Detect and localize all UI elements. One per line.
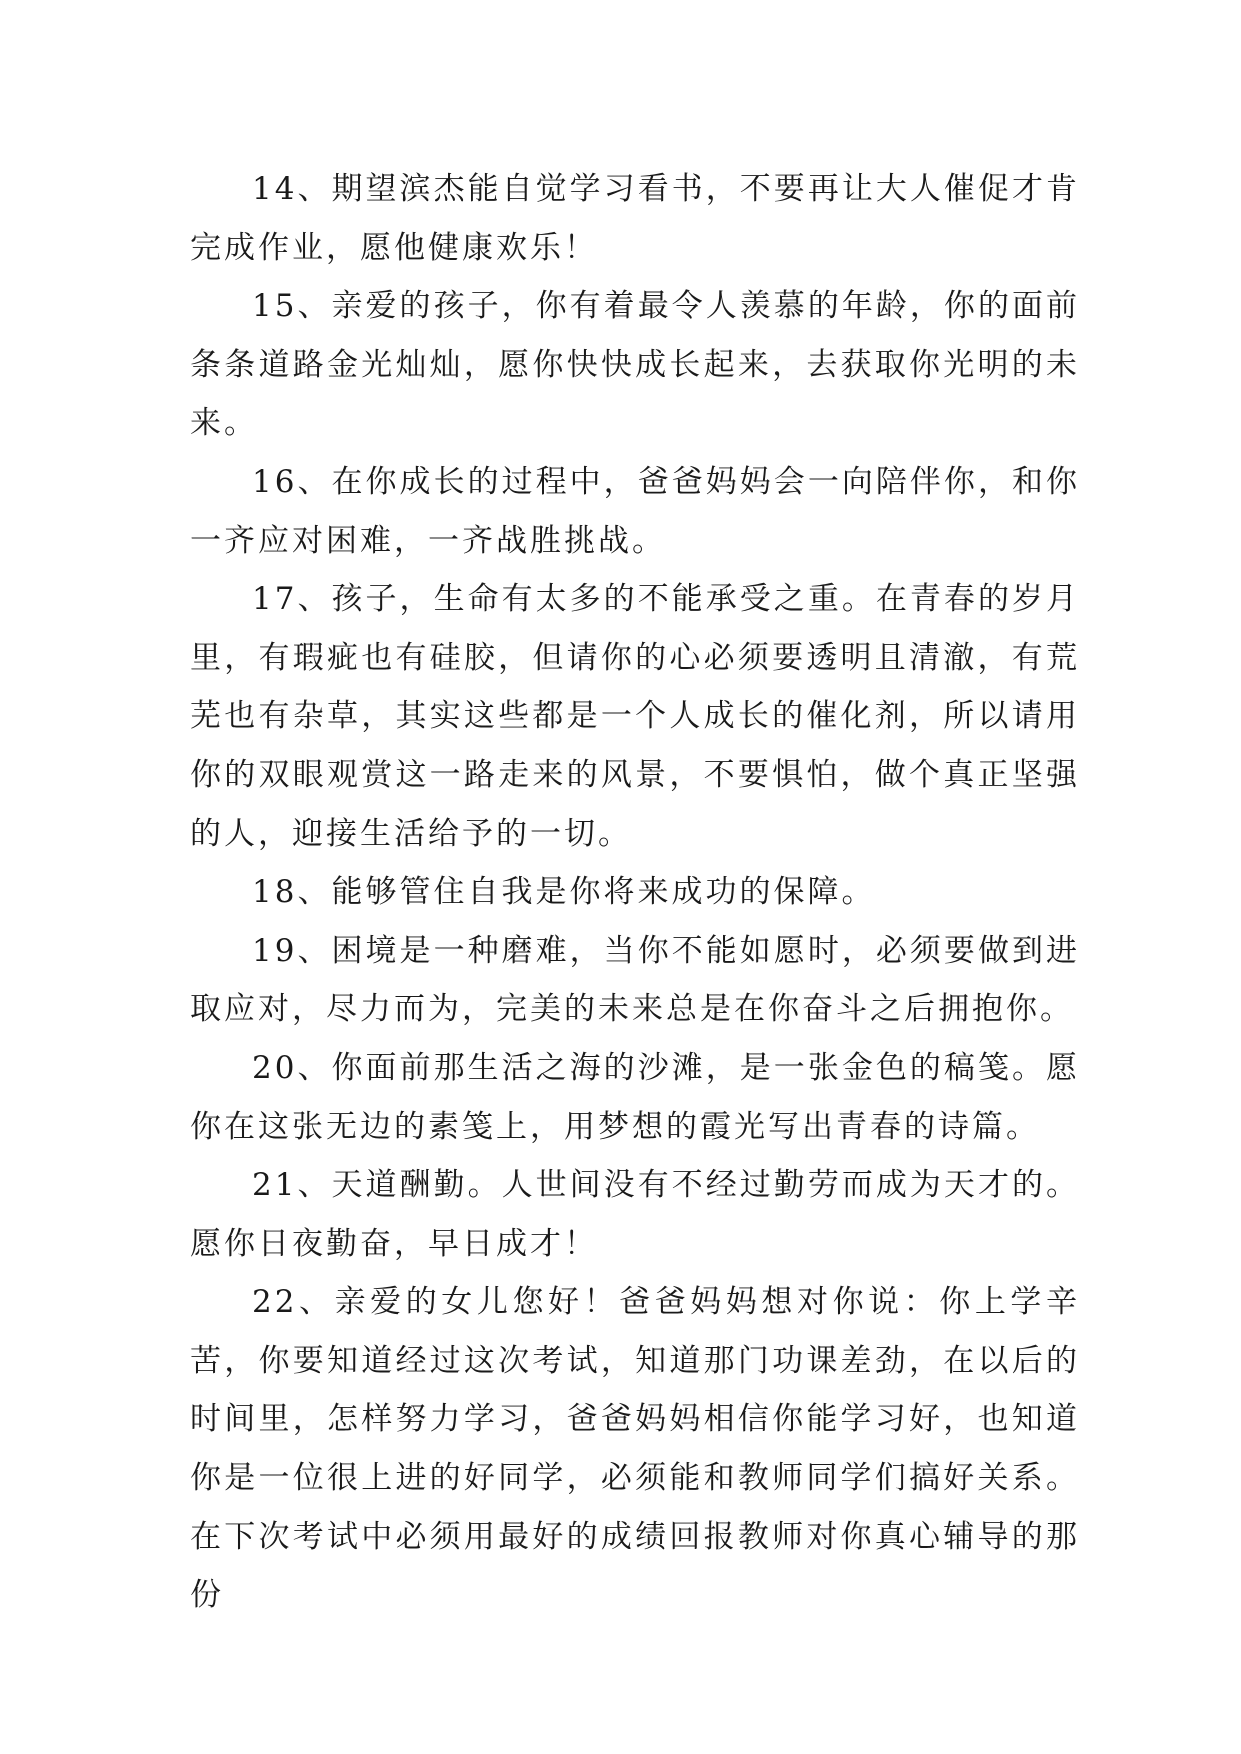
paragraph-17: 17、孩子，生命有太多的不能承受之重。在青春的岁月里，有瑕疵也有硅胶，但请你的心必须要透明且清澈，有荒芜也有杂草，其实这些都是一个人成长的催化剂，所以请用你的双眼观赏这一路走来的风景，不要惧怕，做个真正坚强的人，迎接生活给予的一切。 <box>190 581 1080 852</box>
paragraph-19: 19、困境是一种磨难，当你不能如愿时，必须要做到进取应对，尽力而为，完美的未来总是在你奋斗之后拥抱你。 <box>190 932 1080 1028</box>
paragraph-22: 22、亲爱的女儿您好！爸爸妈妈想对你说：你上学辛苦，你要知道经过这次考试，知道那门功课差劲，在以后的时间里，怎样努力学习，爸爸妈妈相信你能学习好，也知道你是一位很上进的好同学，必须能和教师同学们搞好关系。在下次考试中必须用最好的成绩回报教师对你真心辅导的那份 <box>190 1284 1080 1614</box>
paragraph-21: 21、天道酬勤。人世间没有不经过勤劳而成为天才的。愿你日夜勤奋，早日成才！ <box>190 1167 1080 1262</box>
paragraph-15: 15、亲爱的孩子，你有着最令人羡慕的年龄，你的面前条条道路金光灿灿，愿你快快成长起来，去获取你光明的未来。 <box>190 288 1080 442</box>
paragraph-18: 18、能够管住自我是你将来成功的保障。 <box>252 874 876 911</box>
paragraph-20: 20、你面前那生活之海的沙滩，是一张金色的稿笺。愿你在这张无边的素笺上，用梦想的霞光写出青春的诗篇。 <box>190 1049 1080 1145</box>
document-body <box>190 160 1080 1625</box>
paragraph-14: 14、期望滨杰能自觉学习看书，不要再让大人催促才肯完成作业，愿他健康欢乐！ <box>190 171 1080 266</box>
paragraph-16: 16、在你成长的过程中，爸爸妈妈会一向陪伴你，和你一齐应对困难，一齐战胜挑战。 <box>190 463 1080 559</box>
